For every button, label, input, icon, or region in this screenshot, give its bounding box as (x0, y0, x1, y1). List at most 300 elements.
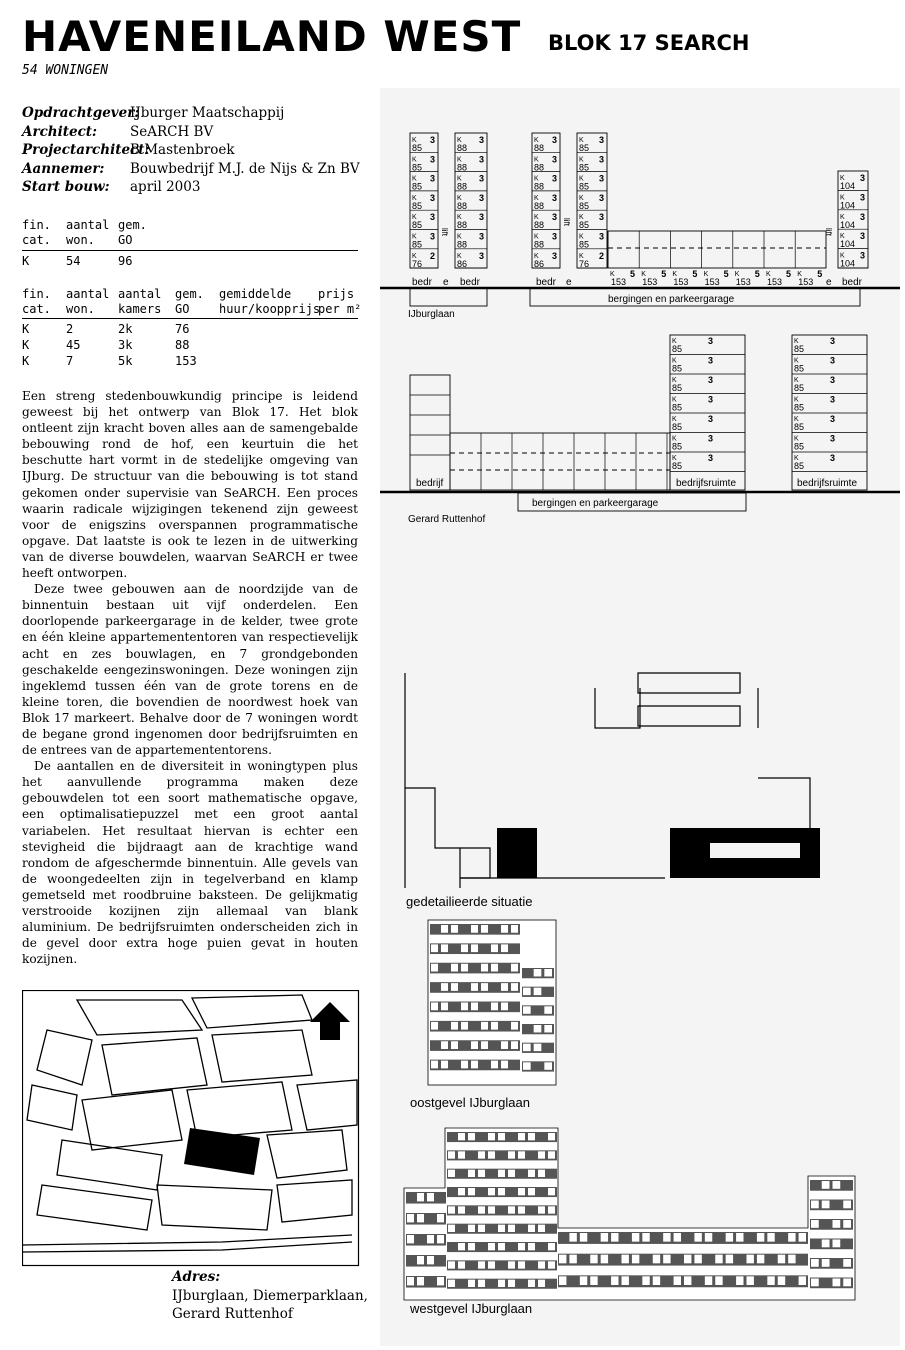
window (538, 1280, 545, 1287)
window (778, 1255, 785, 1264)
summary-table (22, 218, 358, 268)
window (441, 983, 448, 991)
window (684, 1276, 691, 1285)
unit-category: K (457, 156, 462, 164)
table-cell: 54 (66, 254, 81, 268)
credit-value: Bouwbedrijf M.J. de Nijs & Zn BV (130, 160, 360, 177)
credit-label: Projectarchitect: (22, 142, 150, 158)
window (431, 1003, 438, 1011)
unit-area: 85 (794, 363, 805, 374)
unit-rooms: 3 (830, 355, 836, 366)
unit-category: K (840, 252, 845, 260)
credit-value: IJburger Maatschappij (130, 105, 285, 121)
window (822, 1181, 830, 1189)
window (511, 925, 518, 933)
unit-area: 88 (534, 220, 545, 231)
window (601, 1255, 608, 1264)
window (458, 1243, 465, 1250)
unit-area: 88 (534, 239, 545, 250)
window (481, 925, 488, 933)
dwelling-table (22, 287, 362, 372)
east-elevation (428, 920, 556, 1085)
unit-rooms: 3 (708, 433, 714, 444)
window (518, 1151, 525, 1158)
window (441, 925, 448, 933)
unit-area: 104 (840, 200, 856, 211)
unit-category: K (534, 156, 539, 164)
window (757, 1233, 764, 1242)
window (632, 1255, 639, 1264)
unit-area: 153 (642, 277, 658, 287)
unit-area: 85 (672, 363, 683, 374)
window (431, 964, 438, 972)
window (528, 1280, 535, 1287)
table-cell: 76 (175, 322, 190, 336)
unit-rooms: 5 (754, 269, 760, 279)
east-caption: oostgevel IJburglaan (410, 1095, 530, 1110)
unit-category: K (610, 271, 615, 278)
unit-category: K (457, 175, 462, 183)
unit-area: 85 (412, 220, 423, 231)
unit-category: K (412, 137, 417, 144)
table-header: kamers (118, 302, 162, 316)
unit-category: K (672, 455, 677, 462)
window (518, 1243, 525, 1250)
unit-category: K (534, 214, 539, 222)
window (544, 1025, 552, 1032)
table-cell: K (22, 254, 30, 268)
window (488, 1151, 495, 1158)
unit-rooms: 3 (430, 192, 436, 203)
window (468, 1225, 475, 1232)
table-header: GO (175, 302, 190, 316)
unit-area: 85 (794, 461, 805, 471)
window (601, 1233, 608, 1242)
window (569, 1233, 576, 1242)
window (559, 1255, 566, 1264)
address (172, 1268, 368, 1324)
table-cell: K (22, 322, 30, 336)
window (448, 1280, 455, 1287)
unit-rooms: 3 (552, 154, 558, 165)
table-cell: K (22, 338, 30, 352)
window (508, 1170, 515, 1177)
window (833, 1279, 841, 1287)
unit-area: 88 (457, 200, 468, 211)
unit-area: 85 (412, 200, 423, 211)
unit-rooms: 3 (552, 212, 558, 223)
window (451, 983, 458, 991)
window (491, 1061, 498, 1069)
window (501, 983, 508, 991)
window (458, 1188, 465, 1195)
window (468, 1243, 475, 1250)
window (491, 1003, 498, 1011)
bedrijfsruimte-label: bedrijfsruimte (797, 478, 858, 489)
unit-area: 76 (579, 258, 590, 269)
window (488, 1188, 495, 1195)
unit-category: K (412, 252, 417, 260)
window (448, 1206, 455, 1213)
window (481, 1022, 488, 1030)
unit-rooms: 2 (430, 250, 436, 261)
unit-rooms: 5 (723, 269, 729, 279)
table-header: cat. (22, 302, 51, 316)
page-subtitle: BLOK 17 SEARCH (548, 31, 750, 55)
window (451, 964, 458, 972)
unit-category: K (794, 396, 799, 404)
unit-area: 85 (579, 181, 590, 192)
window (501, 925, 508, 933)
table-cell: K (22, 354, 30, 368)
garage-label: bergingen en parkeergarage (532, 498, 659, 509)
window (694, 1255, 701, 1264)
unit-rooms: 3 (479, 135, 485, 145)
window (501, 944, 508, 952)
window (468, 1280, 475, 1287)
unit-category: K (534, 252, 539, 260)
table-cell: 2k (118, 322, 133, 336)
unit-rooms: 3 (708, 394, 714, 405)
window (548, 1133, 555, 1140)
table-header: gem. (118, 218, 147, 232)
unit-category: K (579, 137, 584, 144)
unit-rooms: 3 (599, 154, 605, 165)
unit-rooms: 3 (479, 173, 485, 184)
window (471, 1061, 478, 1069)
window (451, 1022, 458, 1030)
window (833, 1220, 841, 1228)
address-label: Adres: (172, 1269, 221, 1285)
site-caption: gedetailieerde situatie (406, 894, 533, 909)
unit-category: K (412, 214, 417, 222)
table-header: gem. (175, 287, 204, 301)
window (508, 1206, 515, 1213)
unit-category: K (412, 175, 417, 183)
unit-category: K (579, 175, 584, 183)
window (684, 1255, 691, 1264)
unit-area: 85 (672, 344, 683, 354)
garage-label: bergingen en parkeergarage (608, 294, 735, 305)
window (811, 1279, 819, 1287)
window (448, 1225, 455, 1232)
window (518, 1188, 525, 1195)
unit-category: K (672, 396, 677, 404)
facade-band (430, 1021, 520, 1032)
window (468, 1170, 475, 1177)
unit-category: K (579, 233, 584, 241)
window (843, 1220, 851, 1228)
unit-area: 153 (673, 277, 689, 287)
window (538, 1261, 545, 1268)
unit-area: 104 (840, 239, 856, 250)
unit-rooms: 3 (708, 414, 714, 424)
window (501, 1061, 508, 1069)
unit-area: 153 (798, 277, 814, 287)
bedr-label: bedr (842, 277, 863, 288)
window (407, 1235, 414, 1243)
window (534, 1025, 542, 1032)
unit-category: K (457, 214, 462, 222)
unit-rooms: 3 (479, 192, 485, 203)
unit-category: K (534, 233, 539, 241)
unit-area: 88 (534, 162, 545, 173)
table-header: aantal (66, 287, 110, 301)
unit-category: K (534, 194, 539, 202)
unit-area: 85 (794, 441, 805, 452)
window (642, 1233, 649, 1242)
unit-area: 85 (412, 181, 423, 192)
unit-rooms: 3 (479, 212, 485, 223)
window (461, 1022, 468, 1030)
unit-category: K (579, 252, 584, 260)
unit-area: 88 (457, 181, 468, 192)
window (523, 1044, 531, 1051)
unit-rooms: 3 (708, 375, 714, 385)
unit-rooms: 3 (860, 173, 866, 183)
unit-area: 85 (794, 422, 805, 432)
unit-category: K (579, 194, 584, 202)
window (508, 1151, 515, 1158)
unit-category: K (457, 137, 462, 144)
credit-label: Aannemer: (22, 160, 105, 177)
unit-rooms: 3 (430, 212, 436, 223)
lift-label: lift (562, 218, 571, 226)
unit-category: K (840, 233, 845, 241)
window (534, 969, 542, 976)
window (757, 1255, 764, 1264)
west-caption: westgevel IJburglaan (410, 1301, 533, 1316)
window (590, 1276, 597, 1285)
unit-rooms: 3 (599, 212, 605, 223)
window (431, 944, 438, 952)
window (498, 1243, 505, 1250)
unit-area: 85 (672, 383, 683, 393)
window (498, 1280, 505, 1287)
unit-area: 88 (457, 143, 468, 153)
window (538, 1225, 545, 1232)
unit-area: 85 (794, 402, 805, 413)
window (468, 1188, 475, 1195)
unit-rooms: 3 (599, 135, 605, 145)
window (407, 1214, 414, 1222)
window (788, 1255, 795, 1264)
unit-area: 88 (457, 220, 468, 231)
window (663, 1255, 670, 1264)
unit-rooms: 5 (661, 269, 667, 279)
window (471, 925, 478, 933)
window (461, 1061, 468, 1069)
window (488, 1206, 495, 1213)
paragraph: De aantallen en de diversiteit in woningtypen plus het aanvullende programma maken deze gebouwdelen tot een soort mathematische opgave, een optimalisatiepuzzel met een groot aantal variabelen. Het resultaat hiervan is echter een stevigheid die bijdraagt aan de krachtige wand rondom de afgeschermde binnentuin. Alle gevels van de woongedeelten zijn in tegelverband en klamp gemetseld met roodbruine baksteen. De gelijkmatig verstrooide kozijnen zijn allemaal van blank aluminium. De bedrijfsruimten onderscheiden zich in de gevel door extra hoge puien gevat in houten kozijnen. (22, 759, 358, 967)
unit-area: 104 (840, 181, 856, 191)
window (811, 1259, 819, 1267)
window (548, 1261, 555, 1268)
window (715, 1276, 722, 1285)
table-header: aantal (66, 218, 110, 232)
unit-rooms: 5 (692, 269, 698, 279)
unit-rooms: 3 (479, 231, 485, 242)
window (788, 1233, 795, 1242)
unit-area: 76 (412, 258, 423, 269)
window (471, 944, 478, 952)
unit-category: K (840, 175, 845, 182)
window (674, 1233, 681, 1242)
window (441, 1061, 448, 1069)
street-label: Gerard Ruttenhof (408, 514, 486, 525)
window (518, 1206, 525, 1213)
window (528, 1225, 535, 1232)
credit-label: Architect: (22, 123, 98, 140)
window (501, 1003, 508, 1011)
window (511, 964, 518, 972)
window (481, 1041, 488, 1049)
unit-area: 85 (579, 162, 590, 173)
table-header: prijs (318, 287, 355, 301)
window (799, 1276, 806, 1285)
unit-rooms: 3 (430, 173, 436, 184)
unit-rooms: 3 (860, 211, 866, 222)
table-cell: 153 (175, 354, 197, 368)
window (498, 1133, 505, 1140)
table-cell: 7 (66, 354, 74, 368)
facade-band (430, 963, 520, 974)
unit-area: 153 (611, 277, 627, 287)
table-header: won. (66, 233, 95, 247)
window (548, 1188, 555, 1195)
window (448, 1170, 455, 1177)
window (458, 1261, 465, 1268)
window (508, 1280, 515, 1287)
window (523, 1006, 531, 1013)
unit-area: 85 (412, 239, 423, 250)
window (417, 1214, 424, 1222)
window (580, 1276, 587, 1285)
window (663, 1233, 670, 1242)
window (811, 1201, 819, 1209)
unit-rooms: 5 (786, 269, 792, 279)
credit-label: Opdrachtgever: (22, 105, 140, 121)
unit-area: 153 (704, 277, 720, 287)
entrance-label: e (443, 277, 449, 288)
window (653, 1276, 660, 1285)
table-cell: 96 (118, 254, 133, 268)
bedr-label: bedr (412, 277, 433, 288)
window (590, 1255, 597, 1264)
window (478, 1280, 485, 1287)
unit-area: 85 (672, 422, 683, 432)
window (491, 1022, 498, 1030)
address-line: Gerard Ruttenhof (172, 1306, 293, 1322)
unit-category: K (840, 194, 845, 202)
window (461, 944, 468, 952)
unit-rooms: 3 (830, 453, 836, 463)
window (715, 1255, 722, 1264)
body-text (22, 388, 358, 967)
window (481, 964, 488, 972)
unit-category: K (840, 213, 845, 221)
unit-area: 85 (579, 239, 590, 250)
table-header: fin. (22, 218, 51, 232)
unit-rooms: 3 (830, 336, 836, 346)
window (508, 1225, 515, 1232)
facade-band (406, 1192, 446, 1204)
table-header: cat. (22, 233, 51, 247)
window (611, 1276, 618, 1285)
window (488, 1261, 495, 1268)
table-header: fin. (22, 287, 51, 301)
window (458, 1151, 465, 1158)
unit-category: K (703, 271, 709, 278)
bedr-label: bedr (536, 277, 557, 288)
paragraph: Een streng stedenbouwkundig principe is leidend geweest bij het ontwerp van Blok 17. Het blok ontleent zijn kracht boven alles aan de samengebalde bebouwing rond de hof, een keurtuin die het beschutte hart vormt in de stedelijke omgeving van IJburg. De structuur van die bebouwing is tot stand gekomen onder supervisie van SeARCH. Een proces waarin radicale wijzigingen tekenend zijn geweest voor de enigszins overspannen programmatische opgave. Dat laatste is ook te lezen in de uitwerking van de diverse bouwdelen, waarvan SeARCH er twee heeft ontworpen. (22, 389, 358, 581)
credit-label: Start bouw: (22, 179, 110, 195)
window (694, 1233, 701, 1242)
window (511, 983, 518, 991)
window (498, 1188, 505, 1195)
window (747, 1255, 754, 1264)
window (811, 1220, 819, 1228)
window (498, 1170, 505, 1177)
window (491, 964, 498, 972)
drawings-panel (380, 88, 900, 1346)
window (799, 1233, 806, 1242)
unit-category: K (794, 338, 799, 345)
unit-area: 85 (579, 200, 590, 211)
location-map (22, 990, 360, 1267)
unit-rooms: 3 (860, 231, 866, 242)
window (448, 1151, 455, 1158)
lift-label: lift (440, 228, 449, 236)
unit-area: 88 (534, 181, 545, 192)
unit-area: 104 (840, 258, 856, 269)
unit-area: 153 (767, 277, 783, 287)
unit-area: 85 (794, 344, 805, 354)
window (642, 1276, 649, 1285)
unit-area: 86 (534, 258, 545, 269)
window (478, 1151, 485, 1158)
bedrijf-label: bedrijf (416, 478, 444, 489)
credit-value: SeARCH BV (130, 123, 214, 140)
unit-rooms: 5 (630, 269, 636, 279)
window (569, 1255, 576, 1264)
street-label: IJburglaan (408, 309, 455, 320)
window (747, 1276, 754, 1285)
unit-category: K (766, 271, 771, 278)
unit-rooms: 3 (552, 250, 558, 261)
window (528, 1170, 535, 1177)
lift-label: lift (824, 228, 833, 236)
window (478, 1225, 485, 1232)
unit-category: K (794, 416, 799, 423)
unit-area: 88 (534, 143, 545, 153)
unit-rooms: 3 (599, 173, 605, 184)
window (417, 1277, 424, 1285)
facade-band (810, 1180, 853, 1191)
unit-category: K (794, 377, 799, 384)
credit-value: B Mastenbroek (130, 142, 235, 158)
window (534, 988, 542, 995)
unit-rooms: 3 (830, 433, 836, 444)
address-line: IJburglaan, Diemerparklaan, (172, 1287, 368, 1304)
window (736, 1276, 743, 1285)
unit-rooms: 3 (552, 231, 558, 242)
window (518, 1261, 525, 1268)
window (501, 1041, 508, 1049)
window (448, 1261, 455, 1268)
unit-category: K (672, 377, 677, 384)
unit-rooms: 3 (708, 453, 714, 463)
